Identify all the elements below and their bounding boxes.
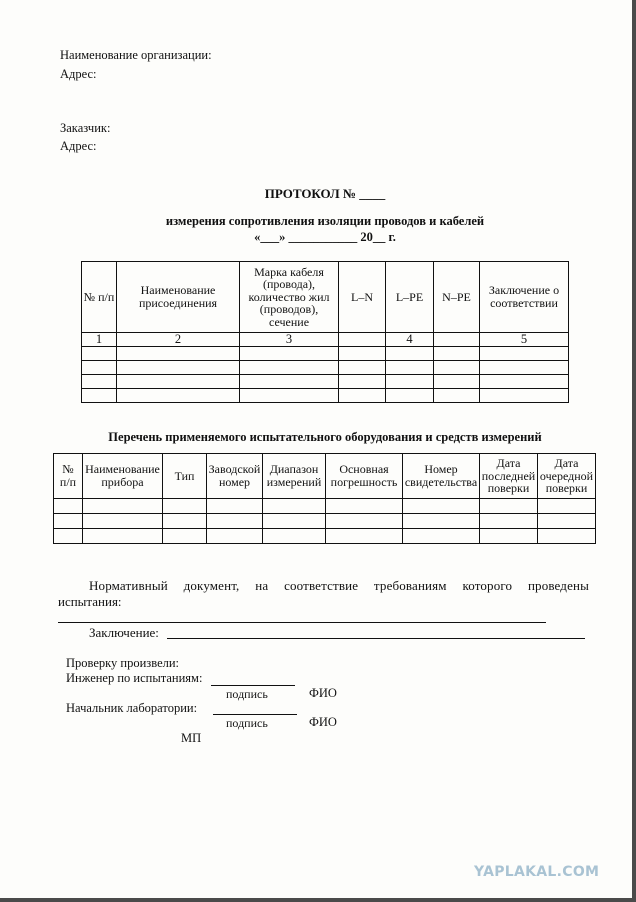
table-cell[interactable] xyxy=(480,514,538,529)
column-number: 3 xyxy=(240,333,339,347)
table-cell[interactable] xyxy=(207,499,263,514)
table-cell[interactable] xyxy=(480,347,569,361)
header-cell-connection-name: Наименование присоединения xyxy=(117,262,240,333)
lab-head-label: Начальник лаборатории: xyxy=(66,701,198,715)
column-number: 4 xyxy=(386,333,434,347)
engineer-name-caption: ФИО xyxy=(309,686,337,700)
table-row xyxy=(82,361,569,375)
table-cell[interactable] xyxy=(480,499,538,514)
insulation-measurement-table xyxy=(81,261,569,403)
table-cell[interactable] xyxy=(339,389,386,403)
table-cell[interactable] xyxy=(434,375,480,389)
table-cell[interactable] xyxy=(403,499,480,514)
protocol-date-line: «___» ___________ 20__ г. xyxy=(254,230,396,244)
engineer-signature-line[interactable] xyxy=(211,685,295,686)
normative-document-text: Нормативный документ, на соответствие требованиям которого проведены xyxy=(89,578,589,593)
table-cell[interactable] xyxy=(339,347,386,361)
table-header-row xyxy=(82,262,569,333)
table-cell[interactable] xyxy=(163,514,207,529)
window-frame-bottom xyxy=(0,898,636,902)
table-cell[interactable] xyxy=(434,361,480,375)
table-cell[interactable] xyxy=(263,499,326,514)
table-cell[interactable] xyxy=(54,514,83,529)
header-cell-type: Тип xyxy=(163,454,207,499)
table-cell[interactable] xyxy=(207,529,263,544)
table-cell[interactable] xyxy=(434,347,480,361)
table-row xyxy=(82,389,569,403)
table-cell[interactable] xyxy=(82,361,117,375)
header-cell-device-name: Наименование прибора xyxy=(83,454,163,499)
table-cell[interactable] xyxy=(326,514,403,529)
checked-by-label: Проверку произвели: xyxy=(66,656,180,670)
column-number: 5 xyxy=(480,333,569,347)
table-cell[interactable] xyxy=(240,375,339,389)
table-cell[interactable] xyxy=(326,529,403,544)
header-cell-number: № п/п xyxy=(82,262,117,333)
table-cell[interactable] xyxy=(263,514,326,529)
table-cell[interactable] xyxy=(480,361,569,375)
table-cell[interactable] xyxy=(117,347,240,361)
table-cell[interactable] xyxy=(538,514,596,529)
engineer-label: Инженер по испытаниям: xyxy=(66,671,203,685)
normative-document-text-cont: испытания: xyxy=(58,594,122,609)
table-cell[interactable] xyxy=(82,375,117,389)
column-number-row xyxy=(82,333,569,347)
lab-head-name-caption: ФИО xyxy=(309,715,337,729)
table-cell[interactable] xyxy=(386,361,434,375)
conclusion-label: Заключение: xyxy=(89,625,159,640)
header-cell-l-n: L–N xyxy=(339,262,386,333)
table-cell[interactable] xyxy=(207,514,263,529)
stamp-placeholder: МП xyxy=(181,731,202,745)
table-row xyxy=(54,514,596,529)
protocol-subtitle: измерения сопротивления изоляции проводов и кабелей xyxy=(165,214,485,228)
table-cell[interactable] xyxy=(240,389,339,403)
table-cell[interactable] xyxy=(480,389,569,403)
table-cell[interactable] xyxy=(117,375,240,389)
organization-label: Наименование организации: xyxy=(60,48,212,62)
lab-head-signature-caption: подпись xyxy=(226,716,268,730)
header-cell-cable-brand: Марка кабеля (провода), количество жил (проводов), сечение xyxy=(240,262,339,333)
column-number: 2 xyxy=(117,333,240,347)
organization-address-label: Адрес: xyxy=(60,67,97,81)
table-cell[interactable] xyxy=(82,389,117,403)
table-cell[interactable] xyxy=(263,529,326,544)
header-cell-accuracy: Основная погрешность xyxy=(326,454,403,499)
lab-head-signature-line[interactable] xyxy=(213,714,297,715)
table-cell[interactable] xyxy=(163,499,207,514)
header-cell-conclusion: Заключение о соответствии xyxy=(480,262,569,333)
customer-label: Заказчик: xyxy=(60,121,111,135)
table-cell[interactable] xyxy=(117,389,240,403)
table-cell[interactable] xyxy=(480,529,538,544)
table-row xyxy=(54,529,596,544)
table-cell[interactable] xyxy=(54,529,83,544)
watermark-logo: YAPLAKAL.COM xyxy=(474,864,600,880)
header-cell-range: Диапазон измерений xyxy=(263,454,326,499)
header-cell-number: № п/п xyxy=(54,454,83,499)
table-cell[interactable] xyxy=(82,347,117,361)
header-cell-next-verification: Дата очередной поверки xyxy=(538,454,596,499)
table-cell[interactable] xyxy=(403,514,480,529)
header-cell-n-pe: N–PE xyxy=(434,262,480,333)
header-cell-serial-number: Заводской номер xyxy=(207,454,263,499)
table-cell[interactable] xyxy=(339,375,386,389)
normative-document-blank-line[interactable] xyxy=(58,622,546,623)
table-cell[interactable] xyxy=(240,361,339,375)
table-cell[interactable] xyxy=(83,514,163,529)
column-number xyxy=(434,333,480,347)
window-frame-right xyxy=(632,0,636,902)
equipment-table xyxy=(53,453,596,544)
table-row xyxy=(54,499,596,514)
conclusion-blank-line[interactable] xyxy=(167,638,585,639)
table-cell[interactable] xyxy=(434,389,480,403)
header-cell-l-pe: L–PE xyxy=(386,262,434,333)
table-cell[interactable] xyxy=(163,529,207,544)
header-cell-certificate-number: Номер свидетельства xyxy=(403,454,480,499)
table-cell[interactable] xyxy=(386,389,434,403)
table-row xyxy=(82,347,569,361)
engineer-signature-caption: подпись xyxy=(226,687,268,701)
table-cell[interactable] xyxy=(240,347,339,361)
equipment-section-title: Перечень применяемого испытательного оборудования и средств измерений xyxy=(108,430,542,444)
table-cell[interactable] xyxy=(117,361,240,375)
table-header-row xyxy=(54,454,596,499)
table-cell[interactable] xyxy=(386,347,434,361)
customer-address-label: Адрес: xyxy=(60,139,97,153)
table-cell[interactable] xyxy=(83,529,163,544)
table-cell[interactable] xyxy=(326,499,403,514)
table-cell[interactable] xyxy=(339,361,386,375)
table-cell[interactable] xyxy=(83,499,163,514)
table-cell[interactable] xyxy=(538,499,596,514)
table-cell[interactable] xyxy=(403,529,480,544)
table-cell[interactable] xyxy=(54,499,83,514)
column-number: 1 xyxy=(82,333,117,347)
protocol-title: ПРОТОКОЛ № ____ xyxy=(264,186,386,201)
table-cell[interactable] xyxy=(538,529,596,544)
table-cell[interactable] xyxy=(386,375,434,389)
header-cell-last-verification: Дата последней поверки xyxy=(480,454,538,499)
table-row xyxy=(82,375,569,389)
table-cell[interactable] xyxy=(480,375,569,389)
column-number xyxy=(339,333,386,347)
